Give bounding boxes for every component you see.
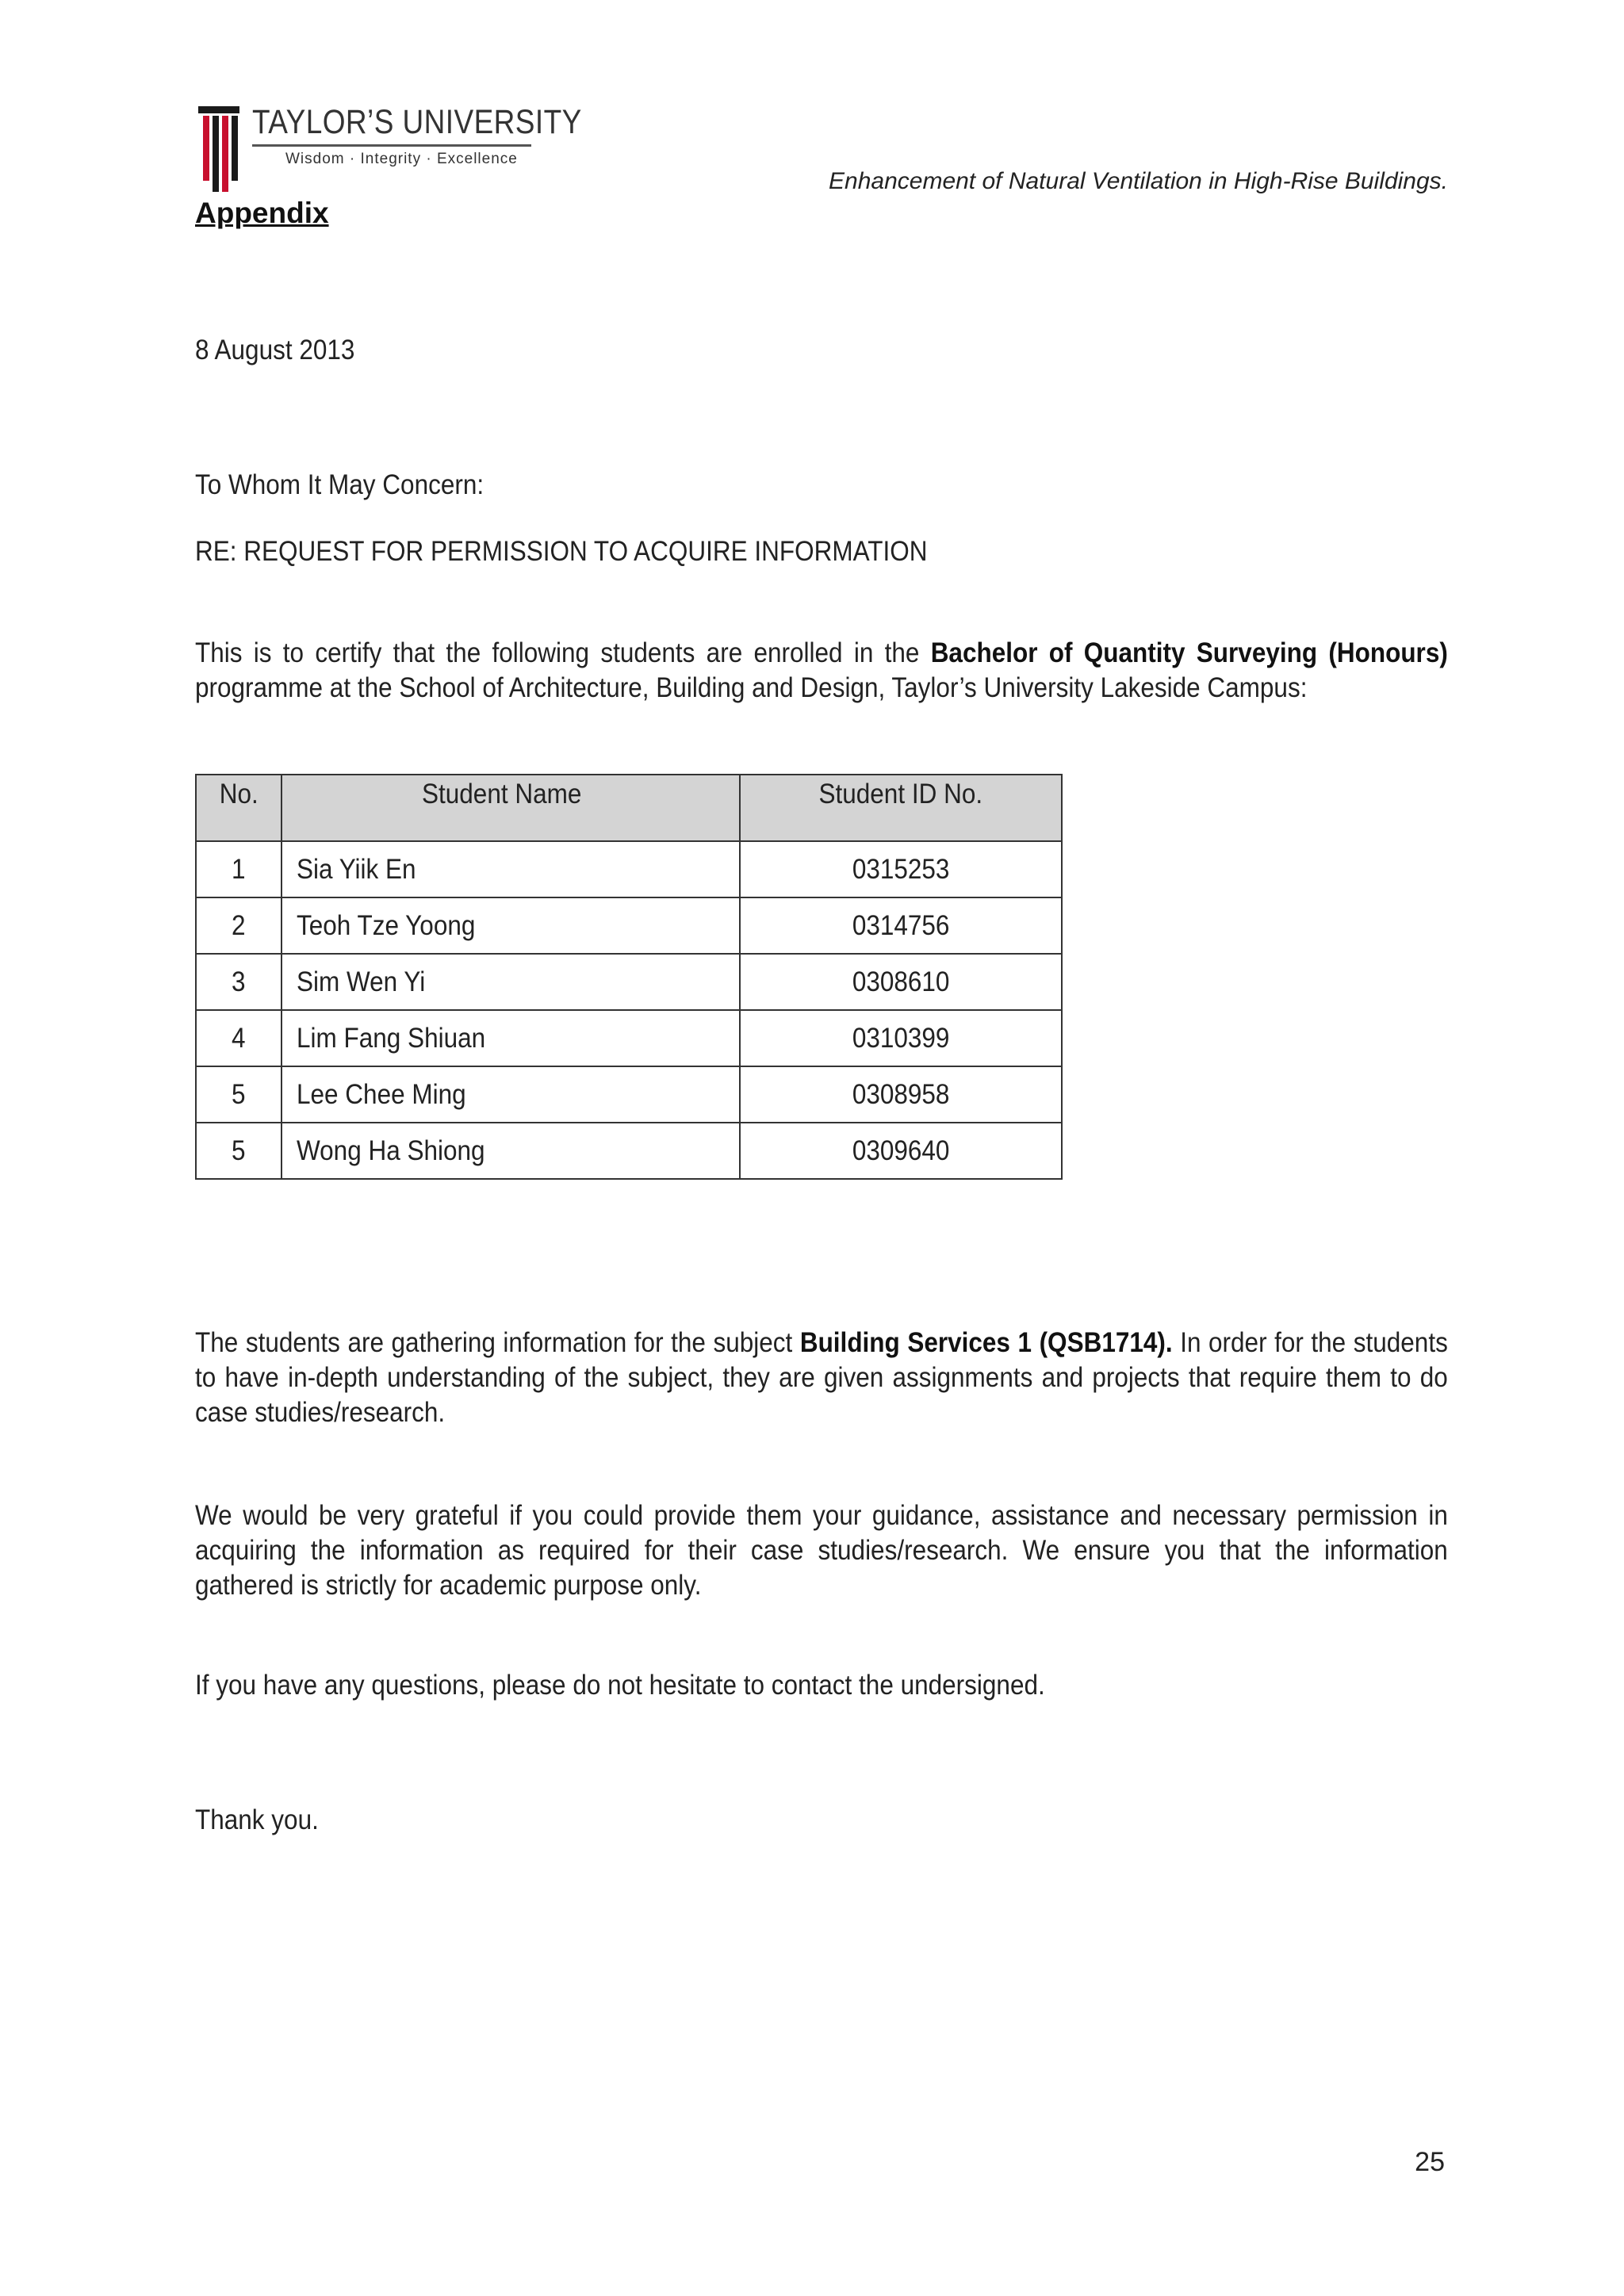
letter-salutation: To Whom It May Concern: <box>195 469 485 500</box>
table-header-row <box>196 775 1062 841</box>
table-row <box>196 1010 1062 1066</box>
paragraph-contact: If you have any questions, please do not hesitate to contact the undersigned. <box>195 1670 1045 1701</box>
cell-name: Wong Ha Shiong <box>282 1123 740 1179</box>
cell-no: 3 <box>196 954 282 1010</box>
letter-date: 8 August 2013 <box>195 335 355 365</box>
cell-no: 5 <box>196 1066 282 1123</box>
letter-subject: RE: REQUEST FOR PERMISSION TO ACQUIRE INFORMATION <box>195 536 928 567</box>
university-crest-icon <box>197 103 244 192</box>
running-header-title: Enhancement of Natural Ventilation in High-Rise Buildings. <box>829 168 1448 194</box>
logo-divider <box>252 144 531 147</box>
cell-id: 0309640 <box>740 1123 1062 1179</box>
cell-name: Lee Chee Ming <box>282 1066 740 1123</box>
table-row <box>196 897 1062 954</box>
column-header-id: Student ID No. <box>740 775 1062 841</box>
paragraph-subject-info: The students are gathering information for the subject Building Services 1 (QSB1714). In order for the students to have in-depth understanding of the subject, they are given assignments and projects that require them to do case studies/research. <box>195 1327 1448 1428</box>
cell-no: 4 <box>196 1010 282 1066</box>
logo-wordmark: TAYLOR’S UNIVERSITY <box>252 103 582 141</box>
column-header-no: No. <box>196 775 282 841</box>
cell-name: Lim Fang Shiuan <box>282 1010 740 1066</box>
student-table <box>195 774 1063 1180</box>
cell-id: 0308610 <box>740 954 1062 1010</box>
subject-code: Building Services 1 (QSB1714). <box>799 1327 1173 1358</box>
cell-no: 2 <box>196 897 282 954</box>
logo-tagline: Wisdom · Integrity · Excellence <box>285 151 518 167</box>
table-row <box>196 841 1062 897</box>
university-logo <box>197 103 582 192</box>
paragraph-request: We would be very grateful if you could provide them your guidance, assistance and necessary permission in acquiring the information as required for their case studies/research. We ensure you that the information gathered is strictly for academic purpose only. <box>195 1500 1448 1601</box>
section-heading: Appendix <box>195 197 329 229</box>
column-header-name: Student Name <box>282 775 740 841</box>
paragraph-enrollment: This is to certify that the following students are enrolled in the Bachelor of Quantity Surveying (Honours) programme at the School of Architecture, Building and Design, Taylor’s University Lakeside Campus: <box>195 637 1448 703</box>
cell-no: 1 <box>196 841 282 897</box>
table-row <box>196 1066 1062 1123</box>
cell-id: 0315253 <box>740 841 1062 897</box>
table-row <box>196 1123 1062 1179</box>
cell-name: Sim Wen Yi <box>282 954 740 1010</box>
page-number: 25 <box>1415 2147 1445 2177</box>
table-row <box>196 954 1062 1010</box>
cell-id: 0310399 <box>740 1010 1062 1066</box>
cell-id: 0314756 <box>740 897 1062 954</box>
cell-name: Teoh Tze Yoong <box>282 897 740 954</box>
letter-closing: Thank you. <box>195 1804 319 1835</box>
cell-no: 5 <box>196 1123 282 1179</box>
cell-name: Sia Yiik En <box>282 841 740 897</box>
cell-id: 0308958 <box>740 1066 1062 1123</box>
programme-name: Bachelor of Quantity Surveying (Honours) <box>930 637 1448 668</box>
